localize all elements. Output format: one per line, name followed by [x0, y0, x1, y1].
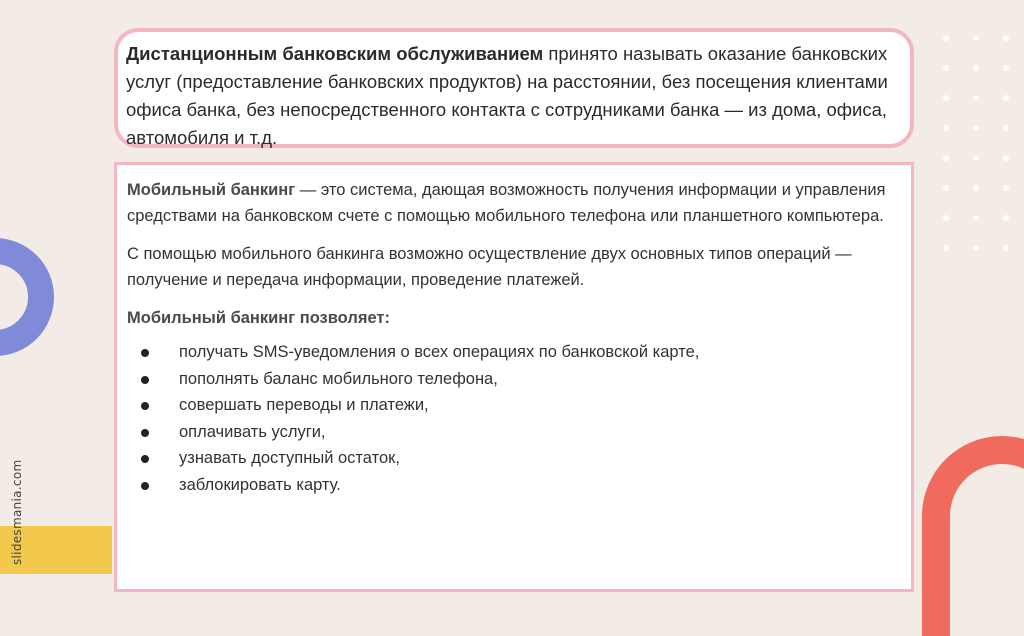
mobile-banking-box — [114, 162, 914, 592]
dot-grid-decoration — [936, 28, 1016, 258]
definition-text: принято называть оказание банковских услуг (предоставление банковских продуктов) на расстоянии, без посещения клиентами офиса банка, без непосредственного контакта с сотрудниками банка — из дома, офиса, автомобиля и т.д. — [126, 43, 888, 148]
features-list — [127, 339, 901, 498]
list-item-text: заблокировать карту. — [179, 475, 341, 494]
blue-ring-decoration — [0, 238, 54, 356]
bullet-icon — [141, 429, 149, 437]
operations-paragraph: С помощью мобильного банкинга возможно осуществление двух основных типов операций — получение и передача информации, проведение платежей. — [127, 245, 852, 289]
list-item-text: совершать переводы и платежи, — [179, 396, 429, 414]
bullet-icon — [141, 376, 149, 384]
list-item — [127, 419, 901, 446]
list-item-text: оплачивать услуги, — [179, 422, 326, 441]
allows-heading: Мобильный банкинг позволяет: — [127, 309, 390, 327]
watermark-text: slidesmania.com — [10, 459, 24, 565]
list-item — [127, 366, 901, 393]
mobile-banking-term: Мобильный банкинг — [127, 181, 296, 199]
bullet-icon — [141, 455, 149, 463]
coral-arch-decoration — [922, 436, 1024, 636]
mobile-banking-definition — [127, 177, 901, 229]
list-item-text: узнавать доступный остаток, — [179, 449, 400, 467]
bullet-icon — [141, 349, 149, 357]
list-item — [127, 472, 901, 499]
list-item — [127, 445, 901, 472]
list-item-text: пополнять баланс мобильного телефона, — [179, 369, 498, 388]
bullet-icon — [141, 482, 149, 490]
definition-box — [114, 28, 914, 148]
bullet-icon — [141, 402, 149, 410]
definition-bold-lead: Дистанционным банковским обслуживанием — [126, 43, 544, 64]
mobile-banking-definition-text: — это система, дающая возможность получения информации и управления средствами на банковском счете с помощью мобильного телефона или планшетного компьютера. — [127, 181, 886, 225]
list-item-text: получать SMS-уведомления о всех операциях по банковской карте, — [179, 343, 700, 361]
list-item — [127, 392, 901, 419]
list-item — [127, 339, 901, 366]
